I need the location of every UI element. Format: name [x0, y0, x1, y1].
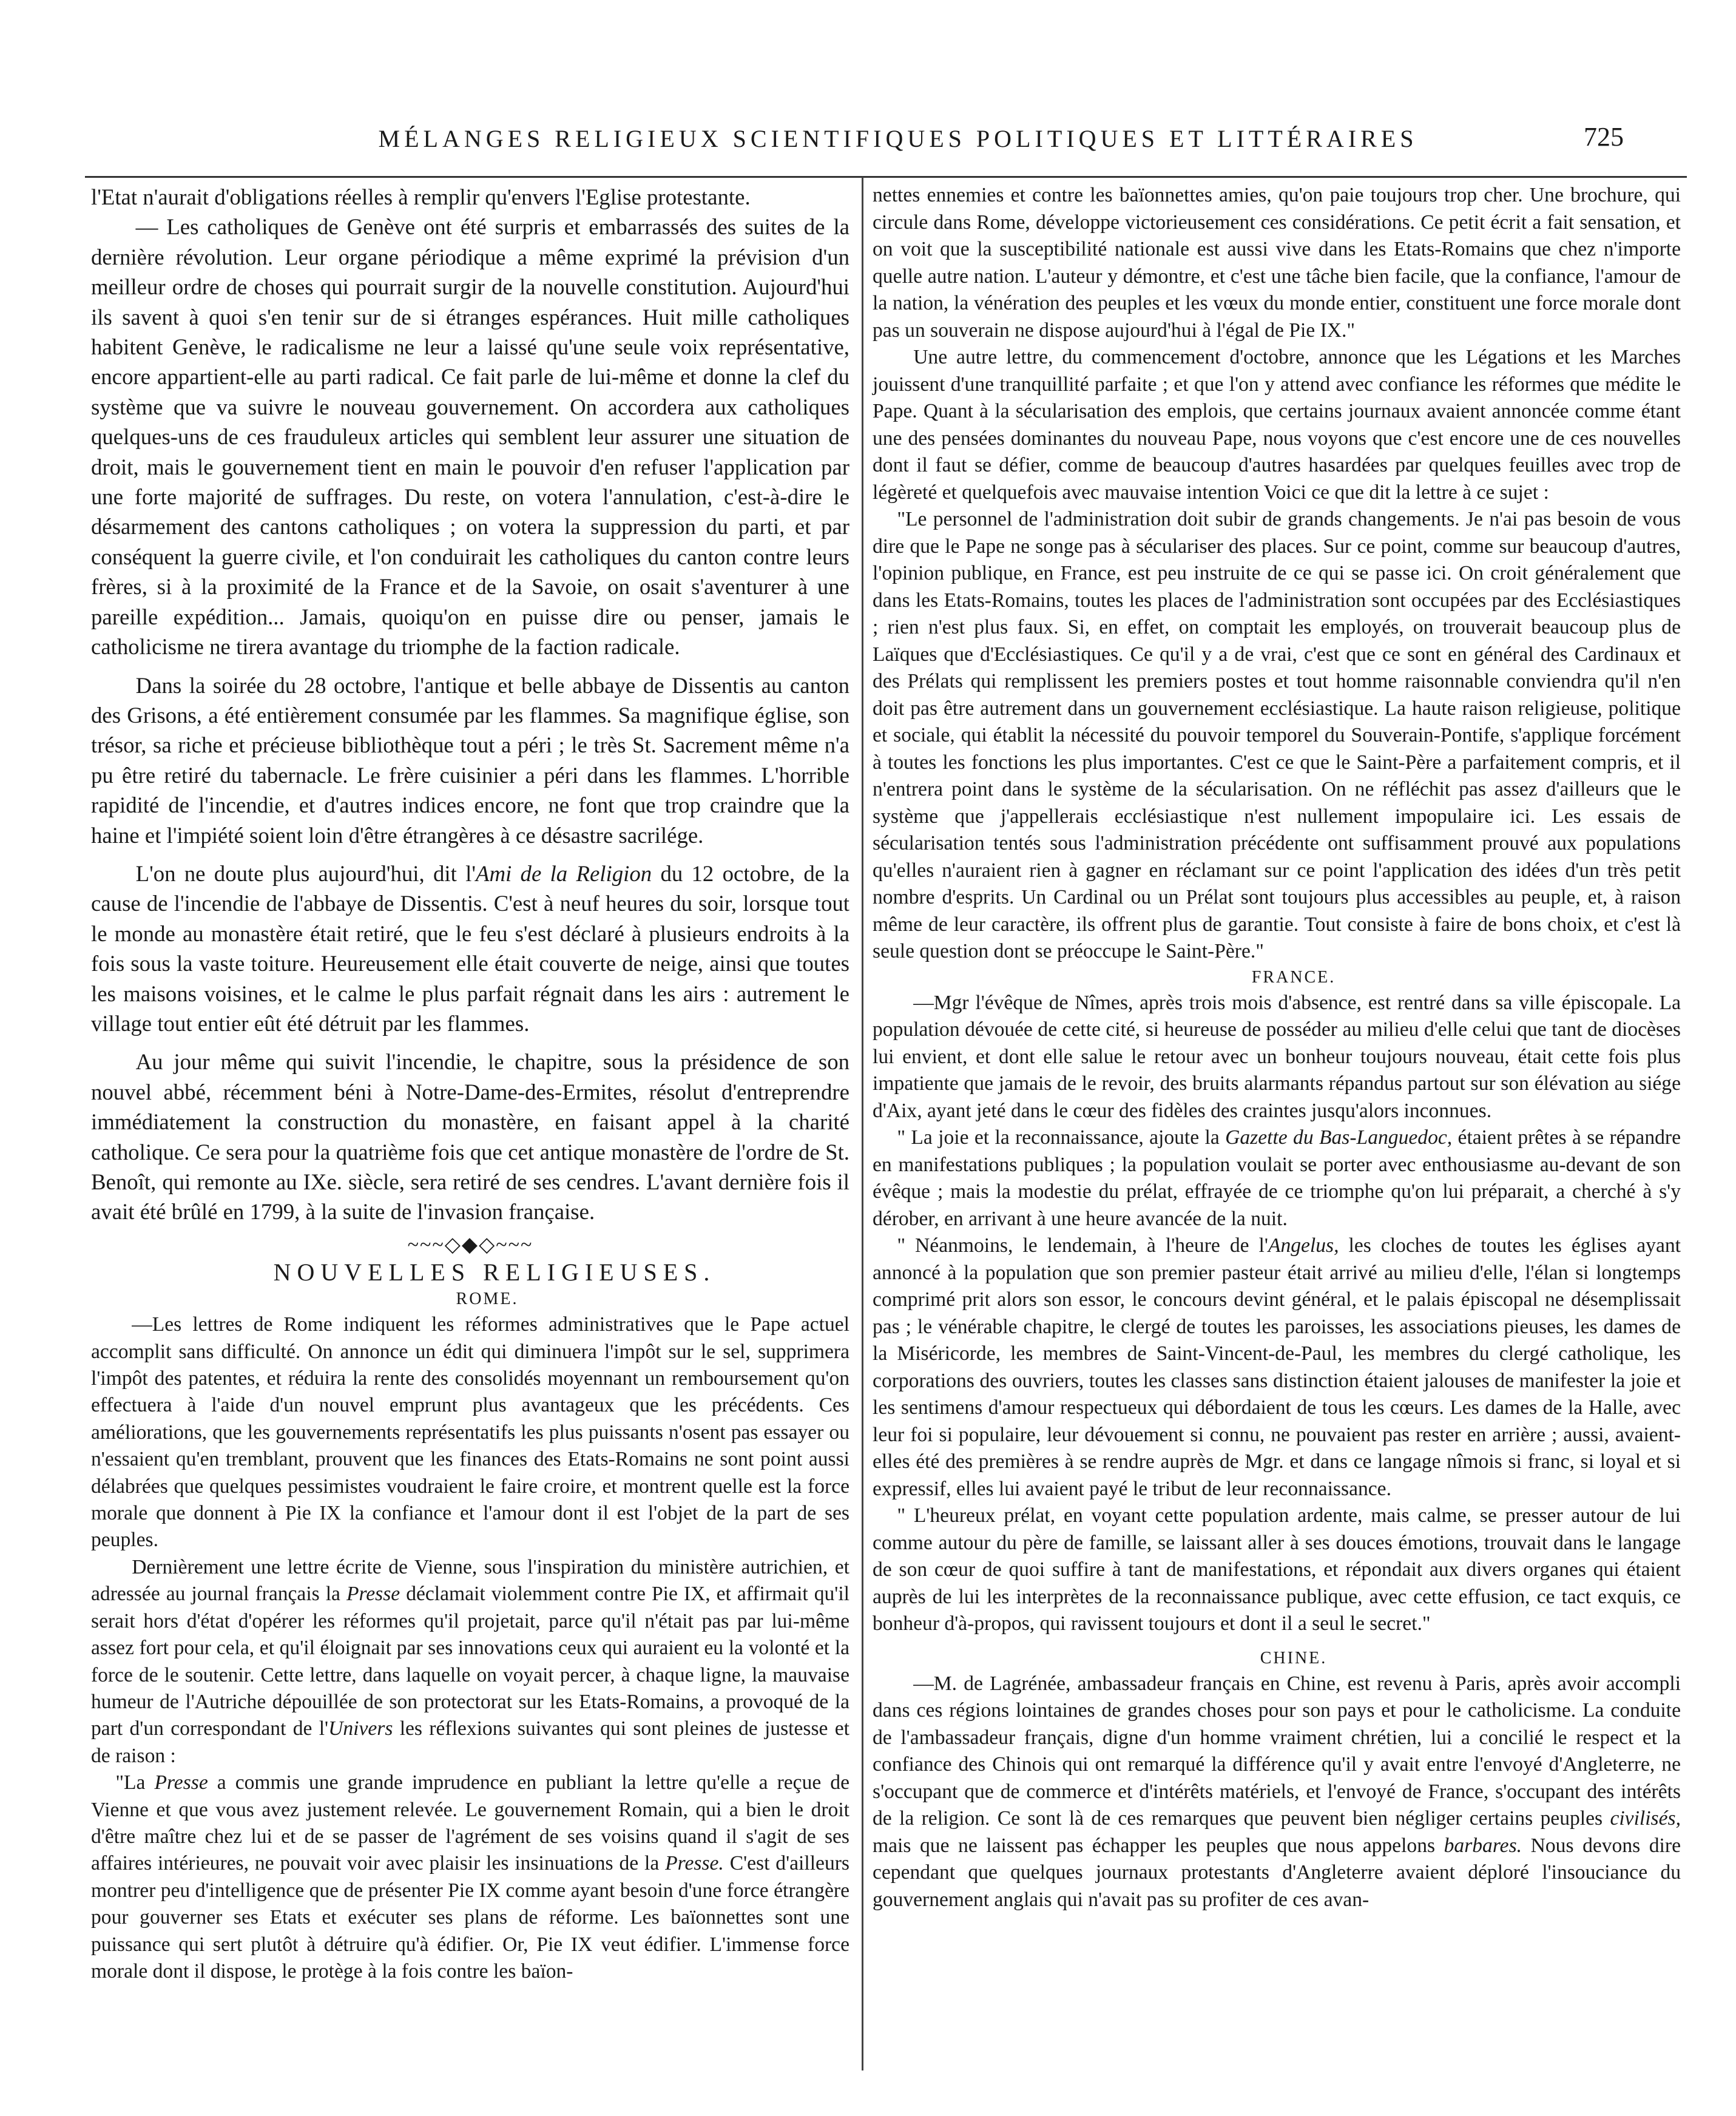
right-column	[873, 182, 1681, 1913]
paragraph-legations: Une autre lettre, du commencement d'octobre, annonce que les Légations et les Marches jouissent d'une tranquillité parfaite ; et que l'on y attend avec confiance les réformes que médite le Pape. Quant à la sécularisation des emplois, que certains journaux avaient annoncée comme étant une des pensées dominantes du nouveau Pape, nous voyons que c'est encore une de ces nouvelles dont il faut se défier, comme de beaucoup d'autres hasardées par quelques feuilles avec trop de légèreté et quelquefois avec mauvaise intention Voici ce que dit la lettre à ce sujet :	[873, 346, 1681, 504]
section-title: NOUVELLES RELIGIEUSES.	[273, 1258, 716, 1286]
paragraph-gazette-quote	[873, 1124, 1681, 1232]
text-run: Nous devons dire cependant que quelques journaux protestants d'Angleterre avaient déploré l'insouciance du gouvernement anglais qui n'avait pas su profiter de ces avan-	[873, 1834, 1681, 1911]
paragraph-fire-cause	[91, 859, 849, 1038]
emphasized-word: Angelus,	[1268, 1234, 1339, 1257]
emphasized-word: barbares.	[1444, 1834, 1522, 1857]
paragraph-geneva-catholics: — Les catholiques de Genève ont été surpris et embarrassés des suites de la dernière révolution. Leur organe périodique a même exprimé la prévision d'un meilleur ordre de choses qui pourrait surgir de la nouvelle constitution. Aujourd'hui ils savent à quoi s'en tenir sur de si étranges espérances. Huit mille catholiques habitent Genève, le radicalisme ne leur a laissé qu'une seule voix représentative, encore appartient-elle au parti radical. Ce fait parle de lui-même et donne la clef du système que va suivre le nouveau gouvernement. On accordera aux catholiques quelques-uns de ces frauduleux articles qui semblent leur assurer une situation de droit, mais le gouvernement tient en main le pouvoir d'en refuser l'application par une forte majorité de suffrages. Du reste, on votera l'annulation, c'est-à-dire le désarmement des cantons catholiques ; on votera la suppression du parti, et par conséquent la guerre civile, et l'on conduirait les catholiques du canton contre leurs frères, si à la proximité de la France et de la Savoie, on osait s'aventurer à une pareille expédition... Jamais, quoiqu'on en puisse dire ou penser, jamais le catholicisme ne tirera avantage du triomphe de la faction radicale.	[91, 214, 849, 660]
paragraph-rebuilding: Au jour même qui suivit l'incendie, le chapitre, sous la présidence de son nouvel abbé, récemment béni à Notre-Dame-des-Ermites, résolut d'entreprendre immédiatement la construction du monastère, en faisant appel à la charité catholique. Ce sera pour la quatrième fois que cet antique monastère de l'ordre de St. Benoît, qui remonte au IXe. siècle, sera retiré de ses cendres. L'avant dernière fois il avait été brûlé en 1799, à la suite de l'invasion française.	[91, 1049, 849, 1225]
text-run: les réflexions suivantes qui sont pleines de justesse et de raison :	[91, 1717, 849, 1767]
text-run: déclamait violemment contre Pie IX, et affirmait qu'il serait hors d'état d'opérer les réformes qu'il projetait, parce qu'il n'était pas par lui-même assez fort pour cela, et qu'il éloignait par ses innovations ceux qui auraient eu la volonté et la force de le soutenir. Cette lettre, dans laquelle on voyait percer, à chaque ligne, la mauvaise humeur de l'Autriche dépouillée de son protectorat sur les Etats-Romains, a provoqué de la part d'un correspondant de l'	[91, 1583, 849, 1740]
text-run: a commis une grande imprudence en publiant la lettre qu'elle a reçue de Vienne et que vous avez justement relevée. Le gouvernement Romain, qui a bien le droit d'être maître chez lui et de se passer de l'agrément de ses voisins quand il s'agit de ses affaires intérieures, ne pouvait voir avec plaisir les insinuations de la	[91, 1771, 849, 1875]
left-column	[91, 182, 849, 1985]
paragraph-lagrenee	[873, 1671, 1681, 1914]
paragraph-angelus	[873, 1232, 1681, 1502]
text-run: les cloches de toutes les églises ayant annoncé à la population que son premier pasteur était arrivé au milieu d'elle, l'élan si longtemps comprimé prit alors son essor, le concours devint général, et le palais épiscopal ne désemplissait pas ; le vénérable chapitre, le clergé de toutes les paroisses, les associations pieuses, les dames de la Miséricorde, les membres de Saint-Vincent-de-Paul, les membres du clergé catholique, les corporations des ouvriers, toutes les classes sans distinction étaient jalouses de manifester la joie et les sentimens d'amour respectueux qui débordaient de tous les cœurs. Les dames de la Halle, avec leur foi si populaire, leur dévouement si connu, ne pouvaient pas rester en arrière ; aussi, avaient-elles été des premières à se rendre auprès de Mgr. et dans ce langage nîmois si franc, si loyal et si expressif, elles lui avaient payé le tribut de leur reconnaissance.	[873, 1234, 1681, 1500]
publication-title: Univers	[328, 1717, 393, 1740]
rome-news	[91, 1311, 849, 1985]
publication-title: Presse	[154, 1771, 208, 1794]
paragraph-presse-quote	[91, 1770, 849, 1985]
running-title: MÉLANGES RELIGIEUX SCIENTIFIQUES POLITIQUES ET LITTÉRAIRES	[378, 125, 1418, 152]
paragraph-nimes-bishop: —Mgr l'évêque de Nîmes, après trois mois d'absence, est rentré dans sa ville épiscopale. La population dévouée de cette cité, si heureuse de posséder au milieu d'elle celui que tant de diocèses lui envient, et dont elle salue le retour avec un bonheur toujours nouveau, était cette fois plus impatiente que jamais de le revoir, des bruits alarmants répandus partout sur son élévation au siége d'Aix, ayant jeté dans le cœur des fidèles des craintes jusqu'alors inconnues.	[873, 991, 1681, 1122]
text-run: mais que ne laissent pas échapper les peuples que nous appelons	[873, 1834, 1444, 1857]
subhead-france: FRANCE.	[1251, 967, 1336, 987]
text-run: L'on ne doute plus aujourd'hui, dit l'	[135, 860, 476, 886]
publication-title: Gazette du Bas-Languedoc,	[1225, 1126, 1453, 1149]
paragraph-administration-quote: "Le personnel de l'administration doit subir de grands changements. Je n'ai pas besoin de vous dire que le Pape ne songe pas à séculariser des places. Sur ce point, comme sur beaucoup d'autres, l'opinion publique, en France, est peu instruite de ce qui se passe ici. On croit généralement que dans les Etats-Romains, toutes les places de l'administration sont occupées par des Ecclésiastiques ; rien n'est plus faux. Si, en effet, on comptait les employés, on trouverait beaucoup plus de Laïques que d'Ecclésiastiques. Ce qu'il y a de vrai, c'est que ce sont en général des Cardinaux et des Prélats qui remplissent les premiers postes et tout homme raisonnable conviendra qu'il n'en doit pas être autrement dans un gouvernement ecclésiastique. La haute raison religieuse, politique et sociale, qui établit la nécessité du pouvoir temporel du Souverain-Pontife, s'applique forcément à toutes les fonctions les plus importantes. C'est ce que le Saint-Père a parfaitement compris, et il n'entrera point dans le système de la sécularisation. On ne réfléchit pas assez d'ailleurs que le système que j'appellerais ecclésiastique n'est nullement impopulaire ici. Les essais de sécularisation tentés sous l'administration précédente ont suffisamment prouvé aux populations qu'elles n'auraient rien à gagner en réclamant sur ce point l'application des idées d'un très petit nombre d'esprits. Un Cardinal ou un Prélat sont toujours plus accessibles au peuple, et, à raison même de leur caractère, ils offrent plus de garantie. Tout consiste à faire de bons choix, et c'est là seule question dont se préoccupe le Saint-Père."	[873, 508, 1681, 962]
column-rule	[862, 177, 863, 2070]
text-run: étaient prêtes à se répandre en manifestations publiques ; la population voulait se porter avec enthousiasme au-devant de son évêque ; mais la modestie du prélat, effrayée de ce triomphe qu'on lui préparait, a cherché à s'y dérober, en arrivant à une heure avancée de la nuit.	[873, 1126, 1681, 1230]
paragraph-protestant-church: l'Etat n'aurait d'obligations réelles à remplir qu'envers l'Eglise protestante.	[91, 184, 751, 209]
paragraph-rome-reforms: —Les lettres de Rome indiquent les réformes administratives que le Pape actuel accomplit sans difficulté. On annonce un édit qui diminuera l'impôt sur le sel, supprimera l'impôt des patentes, et réduira la rente des consolidés moyennant un remboursement qu'on effectuera à l'aide d'un nouvel emprunt plus avantageux que les précédents. Ces améliorations, que les gouvernements représentatifs les plus puissants n'osent pas essayer ou n'essaient qu'en tremblant, prouvent que les finances des Etats-Romains ne sont point aussi délabrées que quelques pessimistes voudraient le faire croire, et montrent quelle est la force morale que donnent à Pie IX la confiance et l'amour dont il est l'objet de la part de ses peuples.	[91, 1313, 849, 1552]
emphasized-word: civilisés,	[1610, 1807, 1681, 1830]
text-run: du 12 octobre, de la cause de l'incendie de l'abbaye de Dissentis. C'est à neuf heures du soir, lorsque tout le monde au monastère était retiré, que le feu s'est déclaré à plusieurs endroits à la fois sous la vaste toiture. Heureusement elle était couverte de neige, ainsi que toutes les maisons voisines, et le calme le plus parfait régnait dans les airs : autrement le village tout entier eût été détruit par les flammes.	[91, 860, 849, 1036]
paragraph-dissentis-fire: Dans la soirée du 28 octobre, l'antique et belle abbaye de Dissentis au canton des Grisons, a été entièrement consumée par les flammes. Sa magnifique église, son trésor, sa riche et précieuse bibliothèque tout a péri ; le très St. Sacrement même n'a pu être retiré du tabernacle. Le frère cuisinier a péri dans les flammes. L'horrible rapidité de l'incendie, et d'autres indices encore, ne font que trop craindre que la haine et l'impiété soient loin d'être étrangères à ce désastre sacrilége.	[91, 672, 849, 848]
header-rule	[85, 176, 1687, 178]
paragraph-bayonets: nettes ennemies et contre les baïonnettes amies, qu'on paie toujours trop cher. Une brochure, qui circule dans Rome, développe victorieusement ces considérations. Ce petit écrit a fait sensation, et on voit que la susceptibilité nationale est aussi vive dans les Etats-Romains que chez n'importe quelle autre nation. L'auteur y démontre, et c'est une tâche bien facile, que la confiance, l'amour de la nation, la vénération des peuples et les vœux du monde entier, constituent une force morale dont pas un souverain ne dispose aujourd'hui à l'égal de Pie IX."	[873, 184, 1681, 342]
text-run: "La	[115, 1771, 155, 1794]
publication-title: Presse	[346, 1583, 400, 1606]
text-run: Dernièrement une lettre écrite de Vienne, sous l'inspiration du ministère autrichien, et adressée au journal français la	[91, 1555, 849, 1606]
text-run: C'est d'ailleurs montrer peu d'intelligence que de présenter Pie IX comme ayant besoin d'une force étrangère pour gouverner ses Etats et exécuter ses plans de réforme. Les baïonnettes sont une puissance qui sert plutôt à détruire qu'à édifier. Or, Pie IX veut édifier. L'immense force morale dont il dispose, le protège à la fois contre les baïon-	[91, 1852, 849, 1982]
subhead-rome: ROME.	[456, 1290, 519, 1309]
paragraph-happy-prelate: " L'heureux prélat, en voyant cette population ardente, mais calme, se presser autour de lui comme autour du père de famille, se laissant aller à ses douces émotions, trouvait dans le langage de son cœur de quoi suffire à tant de manifestations, et répondait aux divers organes qui étaient auprès de lui les interprètes de la reconnaissance publique, avec cette effusion, ce tact exquis, ce bonheur d'à-propos, qui ravissent toujours et dont il a seul le secret."	[873, 1504, 1681, 1635]
publication-title: Presse.	[665, 1852, 724, 1875]
page-number: 725	[1584, 122, 1624, 152]
text-run: " La joie et la reconnaissance, ajoute la	[897, 1126, 1226, 1149]
text-run: —M. de Lagrénée, ambassadeur français en Chine, est revenu à Paris, après avoir accompli dans ces régions lointaines de grandes choses pour son pays et pour le catholicisme. La conduite de l'ambassadeur français, digne d'un homme vraiment chrétien, lui a concilié le respect et la confiance des Chinois qui ont remarqué la différence qu'il y avait entre l'envoyé d'Angleterre, ne s'occupant que de commerce et d'intérêts matériels, et l'envoyé de France, s'occupant des intérêts de la religion. Ce sont là de ces remarques que peuvent bien négliger certains peuples	[873, 1672, 1681, 1830]
paragraph-vienna-letter	[91, 1554, 849, 1770]
subhead-chine: CHINE.	[1260, 1648, 1328, 1668]
publication-title: Ami de la Religion	[475, 860, 652, 886]
ornament-divider: ~~~◇◆◇~~~	[407, 1233, 533, 1256]
text-run: " Néanmoins, le lendemain, à l'heure de l'	[897, 1234, 1268, 1257]
